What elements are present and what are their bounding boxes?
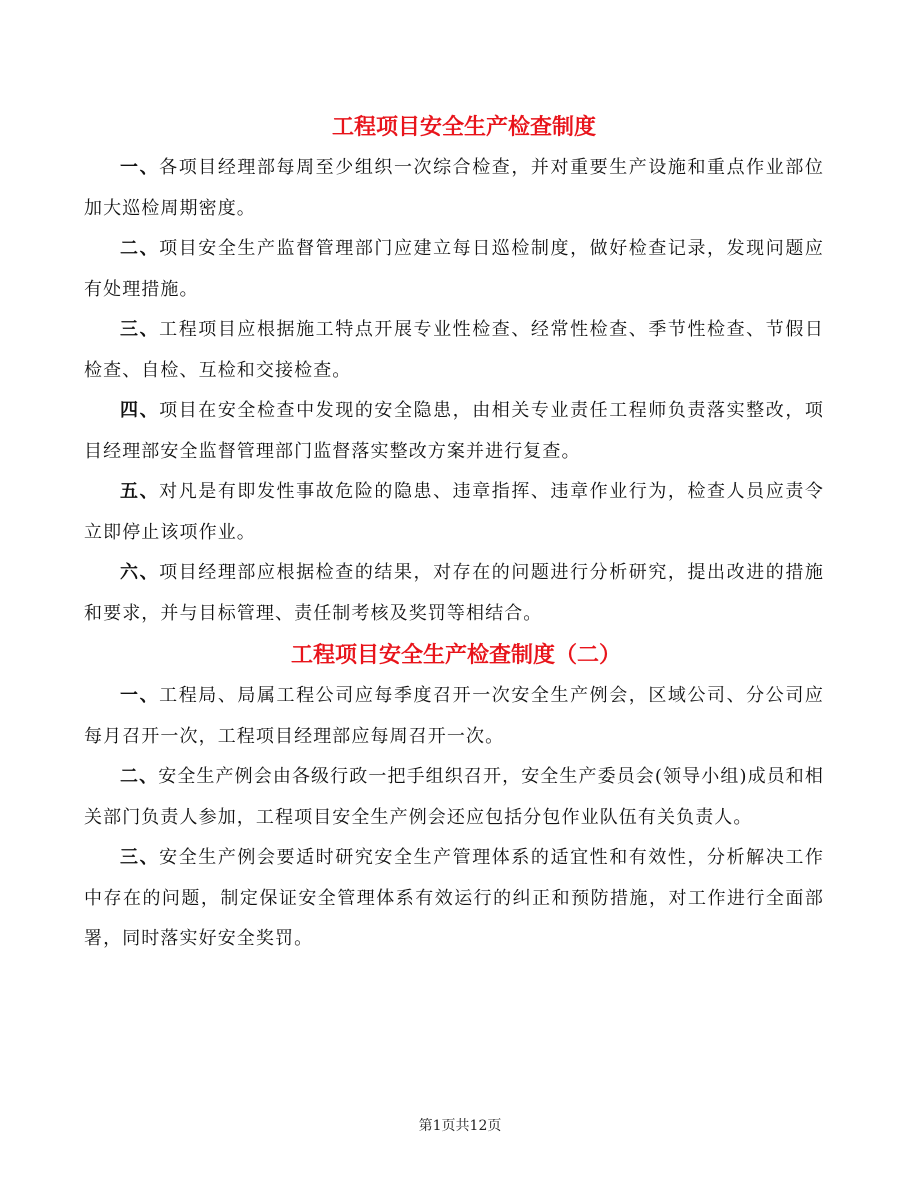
paragraph-text: 工程项目应根据施工特点开展专业性检查、经常性检查、季节性检查、节假日检查、自检、互检和交接检查。 <box>84 319 824 381</box>
section-1-paragraph-4 <box>84 391 824 472</box>
page-number-footer: 第1页共12页 <box>418 1118 502 1134</box>
document-content <box>84 106 824 960</box>
paragraph-text: 安全生产例会由各级行政一把手组织召开，安全生产委员会(领导小组)成员和相关部门负责人参加，工程项目安全生产例会还应包括分包作业队伍有关负责人。 <box>84 766 824 828</box>
paragraph-number: 三、 <box>120 847 160 868</box>
section-1-paragraph-3 <box>84 310 824 391</box>
section-2-paragraph-3 <box>84 838 824 960</box>
section-1-paragraph-1 <box>84 148 824 229</box>
paragraph-number: 一、 <box>120 685 160 706</box>
section-2-paragraph-2 <box>84 757 824 838</box>
paragraph-number: 五、 <box>120 481 160 502</box>
paragraph-text: 项目安全生产监督管理部门应建立每日巡检制度，做好检查记录，发现问题应有处理措施。 <box>84 238 824 300</box>
paragraph-text: 各项目经理部每周至少组织一次综合检查，并对重要生产设施和重点作业部位加大巡检周期密度。 <box>84 157 824 219</box>
paragraph-text: 项目在安全检查中发现的安全隐患，由相关专业责任工程师负责落实整改，项目经理部安全监督管理部门监督落实整改方案并进行复查。 <box>84 400 824 462</box>
paragraph-text: 项目经理部应根据检查的结果，对存在的问题进行分析研究，提出改进的措施和要求，并与目标管理、责任制考核及奖罚等相结合。 <box>84 562 824 624</box>
paragraph-number: 二、 <box>120 766 159 787</box>
paragraph-text: 工程局、局属工程公司应每季度召开一次安全生产例会，区域公司、分公司应每月召开一次，工程项目经理部应每周召开一次。 <box>84 685 824 747</box>
paragraph-number: 六、 <box>120 562 160 583</box>
section-2-paragraph-1 <box>84 676 824 757</box>
paragraph-number: 三、 <box>120 319 160 340</box>
section-1-paragraph-6 <box>84 553 824 634</box>
section-2-title: 工程项目安全生产检查制度（二） <box>290 642 621 668</box>
paragraph-text: 安全生产例会要适时研究安全生产管理体系的适宜性和有效性，分析解决工作中存在的问题，制定保证安全管理体系有效运行的纠正和预防措施，对工作进行全面部署，同时落实好安全奖罚。 <box>84 847 824 949</box>
paragraph-number: 四、 <box>120 400 160 421</box>
section-1-title: 工程项目安全生产检查制度 <box>331 114 596 140</box>
paragraph-text: 对凡是有即发性事故危险的隐患、违章指挥、违章作业行为，检查人员应责令立即停止该项作业。 <box>84 481 824 543</box>
section-1-paragraph-5 <box>84 472 824 553</box>
paragraph-number: 二、 <box>120 238 160 259</box>
section-1-paragraph-2 <box>84 229 824 310</box>
paragraph-number: 一、 <box>120 157 160 178</box>
